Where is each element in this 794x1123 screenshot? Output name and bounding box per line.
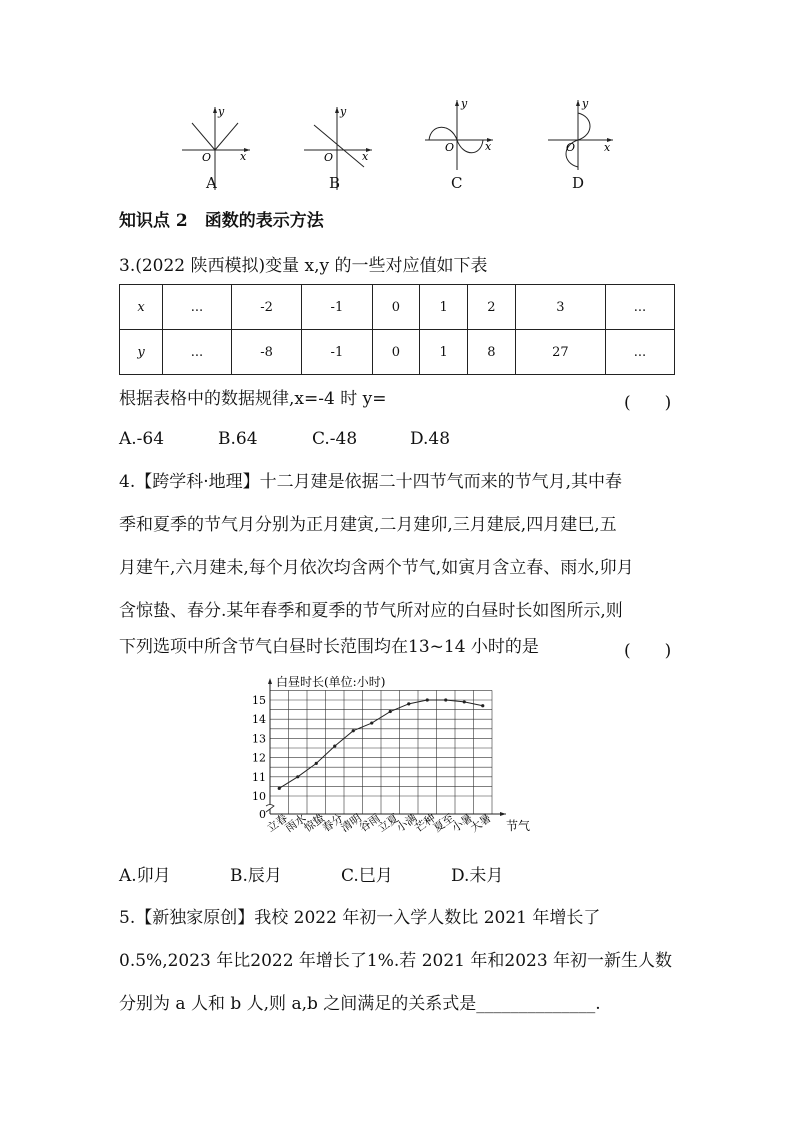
table-cell: ... [605, 285, 674, 330]
graph-c [425, 97, 493, 170]
q4-line-5: 下列选项中所含节气白昼时长范围均在13~14 小时的是 [119, 637, 539, 657]
chart-x-label: 节气 [506, 819, 531, 833]
x-tick-label: 雨水 [283, 811, 309, 835]
x-tick-label: 清明 [338, 811, 364, 835]
data-point [333, 744, 336, 747]
table-cell: ... [162, 285, 231, 330]
table-cell: 0 [372, 285, 420, 330]
axis-x-label: x [362, 150, 369, 163]
y-tick-label: 13 [252, 732, 266, 746]
axis-y-label: y [340, 105, 347, 118]
axis-y-label: y [461, 97, 468, 110]
q4-line-2: 季和夏季的节气月分别为正月建寅,二月建卯,三月建辰,四月建巳,五 [119, 515, 617, 535]
y-tick-label: 12 [252, 751, 266, 765]
data-point [278, 787, 281, 790]
data-point [370, 721, 373, 724]
table-cell: -8 [231, 330, 301, 375]
data-point [407, 702, 410, 705]
axis-y-label: y [582, 97, 589, 110]
data-point [389, 710, 392, 713]
q3-option-a: A.-64 [119, 429, 165, 449]
x-tick-label: 春分 [320, 811, 346, 835]
data-point [444, 698, 447, 701]
x-tick-label: 立夏 [375, 811, 401, 835]
origin-label: O [202, 151, 212, 164]
data-point [481, 704, 484, 707]
q3-question: 根据表格中的数据规律,x=-4 时 y= [119, 389, 387, 409]
table-cell: 3 [515, 285, 605, 330]
x-tick-label: 谷雨 [357, 811, 383, 835]
data-point [352, 729, 355, 732]
q5-line-3: 分别为 a 人和 b 人,则 a,b 之间满足的关系式是______________. [119, 994, 601, 1014]
table-cell: ... [162, 330, 231, 375]
graph-options [170, 95, 640, 195]
q3-option-d: D.48 [410, 429, 451, 449]
table-row [120, 285, 675, 330]
data-point [426, 698, 429, 701]
daylight-chart [250, 668, 550, 848]
q4-line-3: 月建午,六月建未,每个月依次均含两个节气,如寅月含立春、雨水,卯月 [119, 558, 634, 578]
table-cell: -1 [302, 285, 372, 330]
data-point [296, 775, 299, 778]
table-cell: 1 [420, 285, 468, 330]
q4-line-1: 4.【跨学科·地理】十二月建是依据二十四节气而来的节气月,其中春 [119, 472, 623, 492]
q5-line-1: 5.【新独家原创】我校 2022 年初一入学人数比 2021 年增长了 [119, 908, 601, 928]
q4-option-a: A.卯月 [119, 866, 171, 886]
y-tick-label: 15 [252, 694, 266, 707]
origin-label: O [566, 141, 576, 154]
x-tick-label: 芒种 [412, 811, 438, 835]
axis-x-label: x [604, 141, 611, 154]
x-tick-label: 惊蛰 [301, 811, 327, 835]
q4-option-d: D.未月 [451, 866, 504, 886]
graph-label-a: A [206, 174, 217, 192]
x-axis-arrow [500, 812, 506, 816]
x-tick-label: 小暑 [449, 811, 475, 835]
graph-label-d: D [572, 174, 585, 192]
section-title: 知识点 2 函数的表示方法 [119, 211, 324, 231]
x-tick-label: 大暑 [468, 811, 494, 835]
table-cell: y [120, 330, 163, 375]
x-tick-label: 小满 [394, 811, 420, 835]
table-cell: -1 [302, 330, 372, 375]
y-tick-label: 11 [252, 770, 266, 784]
q5-line-2: 0.5%,2023 年比2022 年增长了1%.若 2021 年和2023 年初一新生人数 [119, 951, 673, 971]
table-cell: 27 [515, 330, 605, 375]
x-tick-label: 立春 [264, 811, 290, 835]
y-tick-label: 10 [252, 790, 266, 803]
graph-label-b: B [329, 174, 341, 192]
value-table [119, 284, 675, 375]
graph-label-c: C [451, 174, 463, 192]
q3-option-b: B.64 [218, 429, 258, 449]
data-point [463, 700, 466, 703]
graph-d [548, 97, 613, 170]
axis-x-label: x [240, 150, 247, 163]
origin-label: O [324, 151, 334, 164]
table-cell: 1 [420, 330, 468, 375]
table-cell: x [120, 285, 163, 330]
origin-label: O [445, 141, 455, 154]
axis-x-label: x [485, 140, 492, 153]
y-tick-label: 0 [259, 808, 266, 821]
y-axis-arrow [268, 678, 272, 684]
data-point [315, 762, 318, 765]
table-cell: 2 [468, 285, 516, 330]
q3-stem: 3.(2022 陕西模拟)变量 x,y 的一些对应值如下表 [119, 256, 488, 276]
axis-y-label: y [218, 105, 225, 118]
x-tick-label: 夏至 [431, 811, 457, 835]
q4-answer-paren: ( ) [624, 641, 672, 661]
table-row [120, 330, 675, 375]
q4-option-c: C.巳月 [341, 866, 393, 886]
q4-option-b: B.辰月 [230, 866, 282, 886]
table-cell: 0 [372, 330, 420, 375]
q3-answer-paren: ( ) [624, 393, 672, 413]
q4-line-4: 含惊蛰、春分.某年春季和夏季的节气所对应的白昼时长如图所示,则 [119, 601, 623, 621]
table-cell: ... [605, 330, 674, 375]
q3-option-c: C.-48 [312, 429, 358, 449]
y-tick-label: 14 [252, 713, 266, 727]
chart-y-label: 白昼时长(单位:小时) [276, 675, 386, 689]
table-cell: 8 [468, 330, 516, 375]
table-cell: -2 [231, 285, 301, 330]
